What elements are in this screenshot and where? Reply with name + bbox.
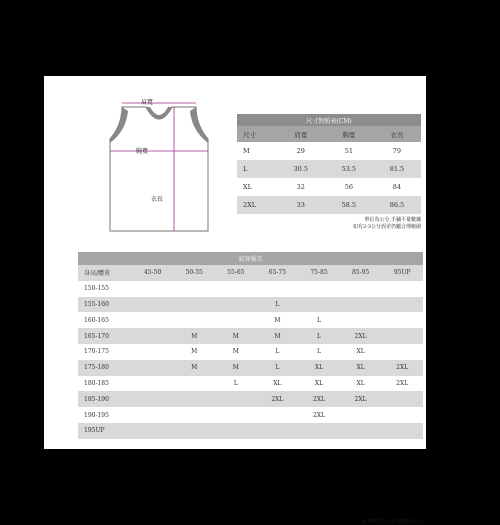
table-row <box>78 407 423 423</box>
height-range-cell: 150-155 <box>84 285 109 293</box>
table-row <box>78 312 423 328</box>
length-label: 衣長 <box>151 196 164 203</box>
table-row <box>78 344 423 360</box>
table-row <box>237 142 421 160</box>
recommended-size-cell: 2XL <box>354 395 367 403</box>
table-row <box>78 328 423 344</box>
note-line: 單位為公分,手鋪平量數據 <box>364 217 421 223</box>
fit-report-header-row <box>78 265 423 281</box>
recommended-size-cell: 2XL <box>354 332 367 340</box>
recommended-size-cell: 2XL <box>312 395 326 403</box>
shoulder-width-label: 肩寬 <box>141 99 154 106</box>
table-cell: 79 <box>392 147 402 155</box>
recommended-size-cell: 2XL <box>396 364 409 372</box>
height-range-cell: 175-180 <box>84 364 109 372</box>
size-chart-note <box>237 217 421 231</box>
table-row <box>237 178 421 196</box>
header-cell: 胸寬 <box>342 130 356 139</box>
table-cell: 30.5 <box>293 165 308 173</box>
table-cell: 2XL <box>243 201 257 209</box>
recommended-size-cell: M <box>191 364 198 372</box>
recommended-size-cell: L <box>317 316 321 324</box>
table-cell: L <box>243 165 248 173</box>
size-chart <box>237 114 421 231</box>
table-cell: 32 <box>296 183 305 191</box>
recommended-size-cell: XL <box>356 379 365 387</box>
recommended-size-cell: M <box>191 332 198 340</box>
size-guide-sheet <box>44 76 426 525</box>
table-cell: 84 <box>392 183 402 191</box>
recommended-size-cell: 2XL <box>271 395 284 403</box>
height-range-cell: 155-160 <box>84 300 109 308</box>
height-range-cell: 165-170 <box>84 332 109 340</box>
recommended-size-cell: 2XL <box>312 411 326 419</box>
header-cell: 50-55 <box>185 269 203 277</box>
recommended-size-cell: M <box>274 316 281 324</box>
recommended-size-cell: XL <box>273 379 282 387</box>
table-cell: M <box>243 147 250 155</box>
table-row <box>237 160 421 178</box>
recommended-size-cell: M <box>232 348 239 356</box>
header-cell: 肩寬 <box>294 130 308 139</box>
table-row <box>78 281 423 297</box>
header-cell: 衣長 <box>390 130 404 139</box>
recommended-size-cell: XL <box>314 379 324 387</box>
header-cell: 45-50 <box>143 269 162 277</box>
table-row <box>78 376 423 392</box>
recommended-size-cell: M <box>274 332 281 340</box>
header-cell: 尺寸 <box>243 130 256 139</box>
recommended-size-cell: 2XL <box>396 379 409 387</box>
table-row <box>78 391 423 407</box>
table-row <box>78 297 423 313</box>
recommended-size-cell: XL <box>314 364 324 372</box>
size-chart-title: 尺寸對照表(CM) <box>237 114 421 126</box>
fit-report-body <box>78 281 423 439</box>
table-cell: 58.5 <box>341 201 357 209</box>
header-cell: 身高/體重 <box>84 270 111 278</box>
recommended-size-cell: XL <box>356 348 365 356</box>
height-range-cell: 170-175 <box>84 348 109 356</box>
header-cell: 75-85 <box>310 269 328 277</box>
table-cell: XL <box>243 183 252 191</box>
fit-report-title: 試穿報告 <box>78 252 423 265</box>
table-row <box>237 196 421 214</box>
recommended-size-cell: L <box>317 332 321 340</box>
table-cell: 56 <box>344 183 353 191</box>
height-range-cell: 190-195 <box>84 411 109 419</box>
height-range-cell: 185-190 <box>84 395 109 403</box>
fit-report-footer: 身高單位為公分,體重為公斤 <box>361 519 423 525</box>
recommended-size-cell: L <box>317 348 321 356</box>
recommended-size-cell: L <box>275 300 280 308</box>
note-line: 如有2-3公分誤差仍屬合理範圍 <box>352 224 421 230</box>
header-cell: 95UP <box>393 269 411 277</box>
header-cell: 85-95 <box>351 269 370 277</box>
header-cell: 65-75 <box>268 269 287 277</box>
height-range-cell: 180-185 <box>84 379 109 387</box>
recommended-size-cell: L <box>275 348 280 356</box>
table-cell: 29 <box>296 147 305 155</box>
height-range-cell: 195UP <box>84 427 105 435</box>
height-range-cell: 160-165 <box>84 316 109 324</box>
table-row <box>78 423 423 439</box>
size-chart-header-row <box>237 126 421 142</box>
table-cell: 51 <box>344 147 353 155</box>
recommended-size-cell: M <box>232 332 239 340</box>
recommended-size-cell: L <box>233 379 238 387</box>
table-cell: 86.5 <box>389 201 405 209</box>
table-cell: 33 <box>296 201 305 209</box>
fit-report-chart <box>78 252 423 525</box>
recommended-size-cell: XL <box>356 364 365 372</box>
recommended-size-cell: M <box>232 364 239 372</box>
chest-width-label: 胸寬 <box>136 148 149 155</box>
header-cell: 55-65 <box>227 269 245 277</box>
table-row <box>78 360 423 376</box>
table-cell: 81.5 <box>389 165 405 173</box>
tank-top-diagram <box>104 99 214 234</box>
recommended-size-cell: L <box>275 364 280 372</box>
recommended-size-cell: M <box>191 348 198 356</box>
table-cell: 53.5 <box>341 165 357 173</box>
